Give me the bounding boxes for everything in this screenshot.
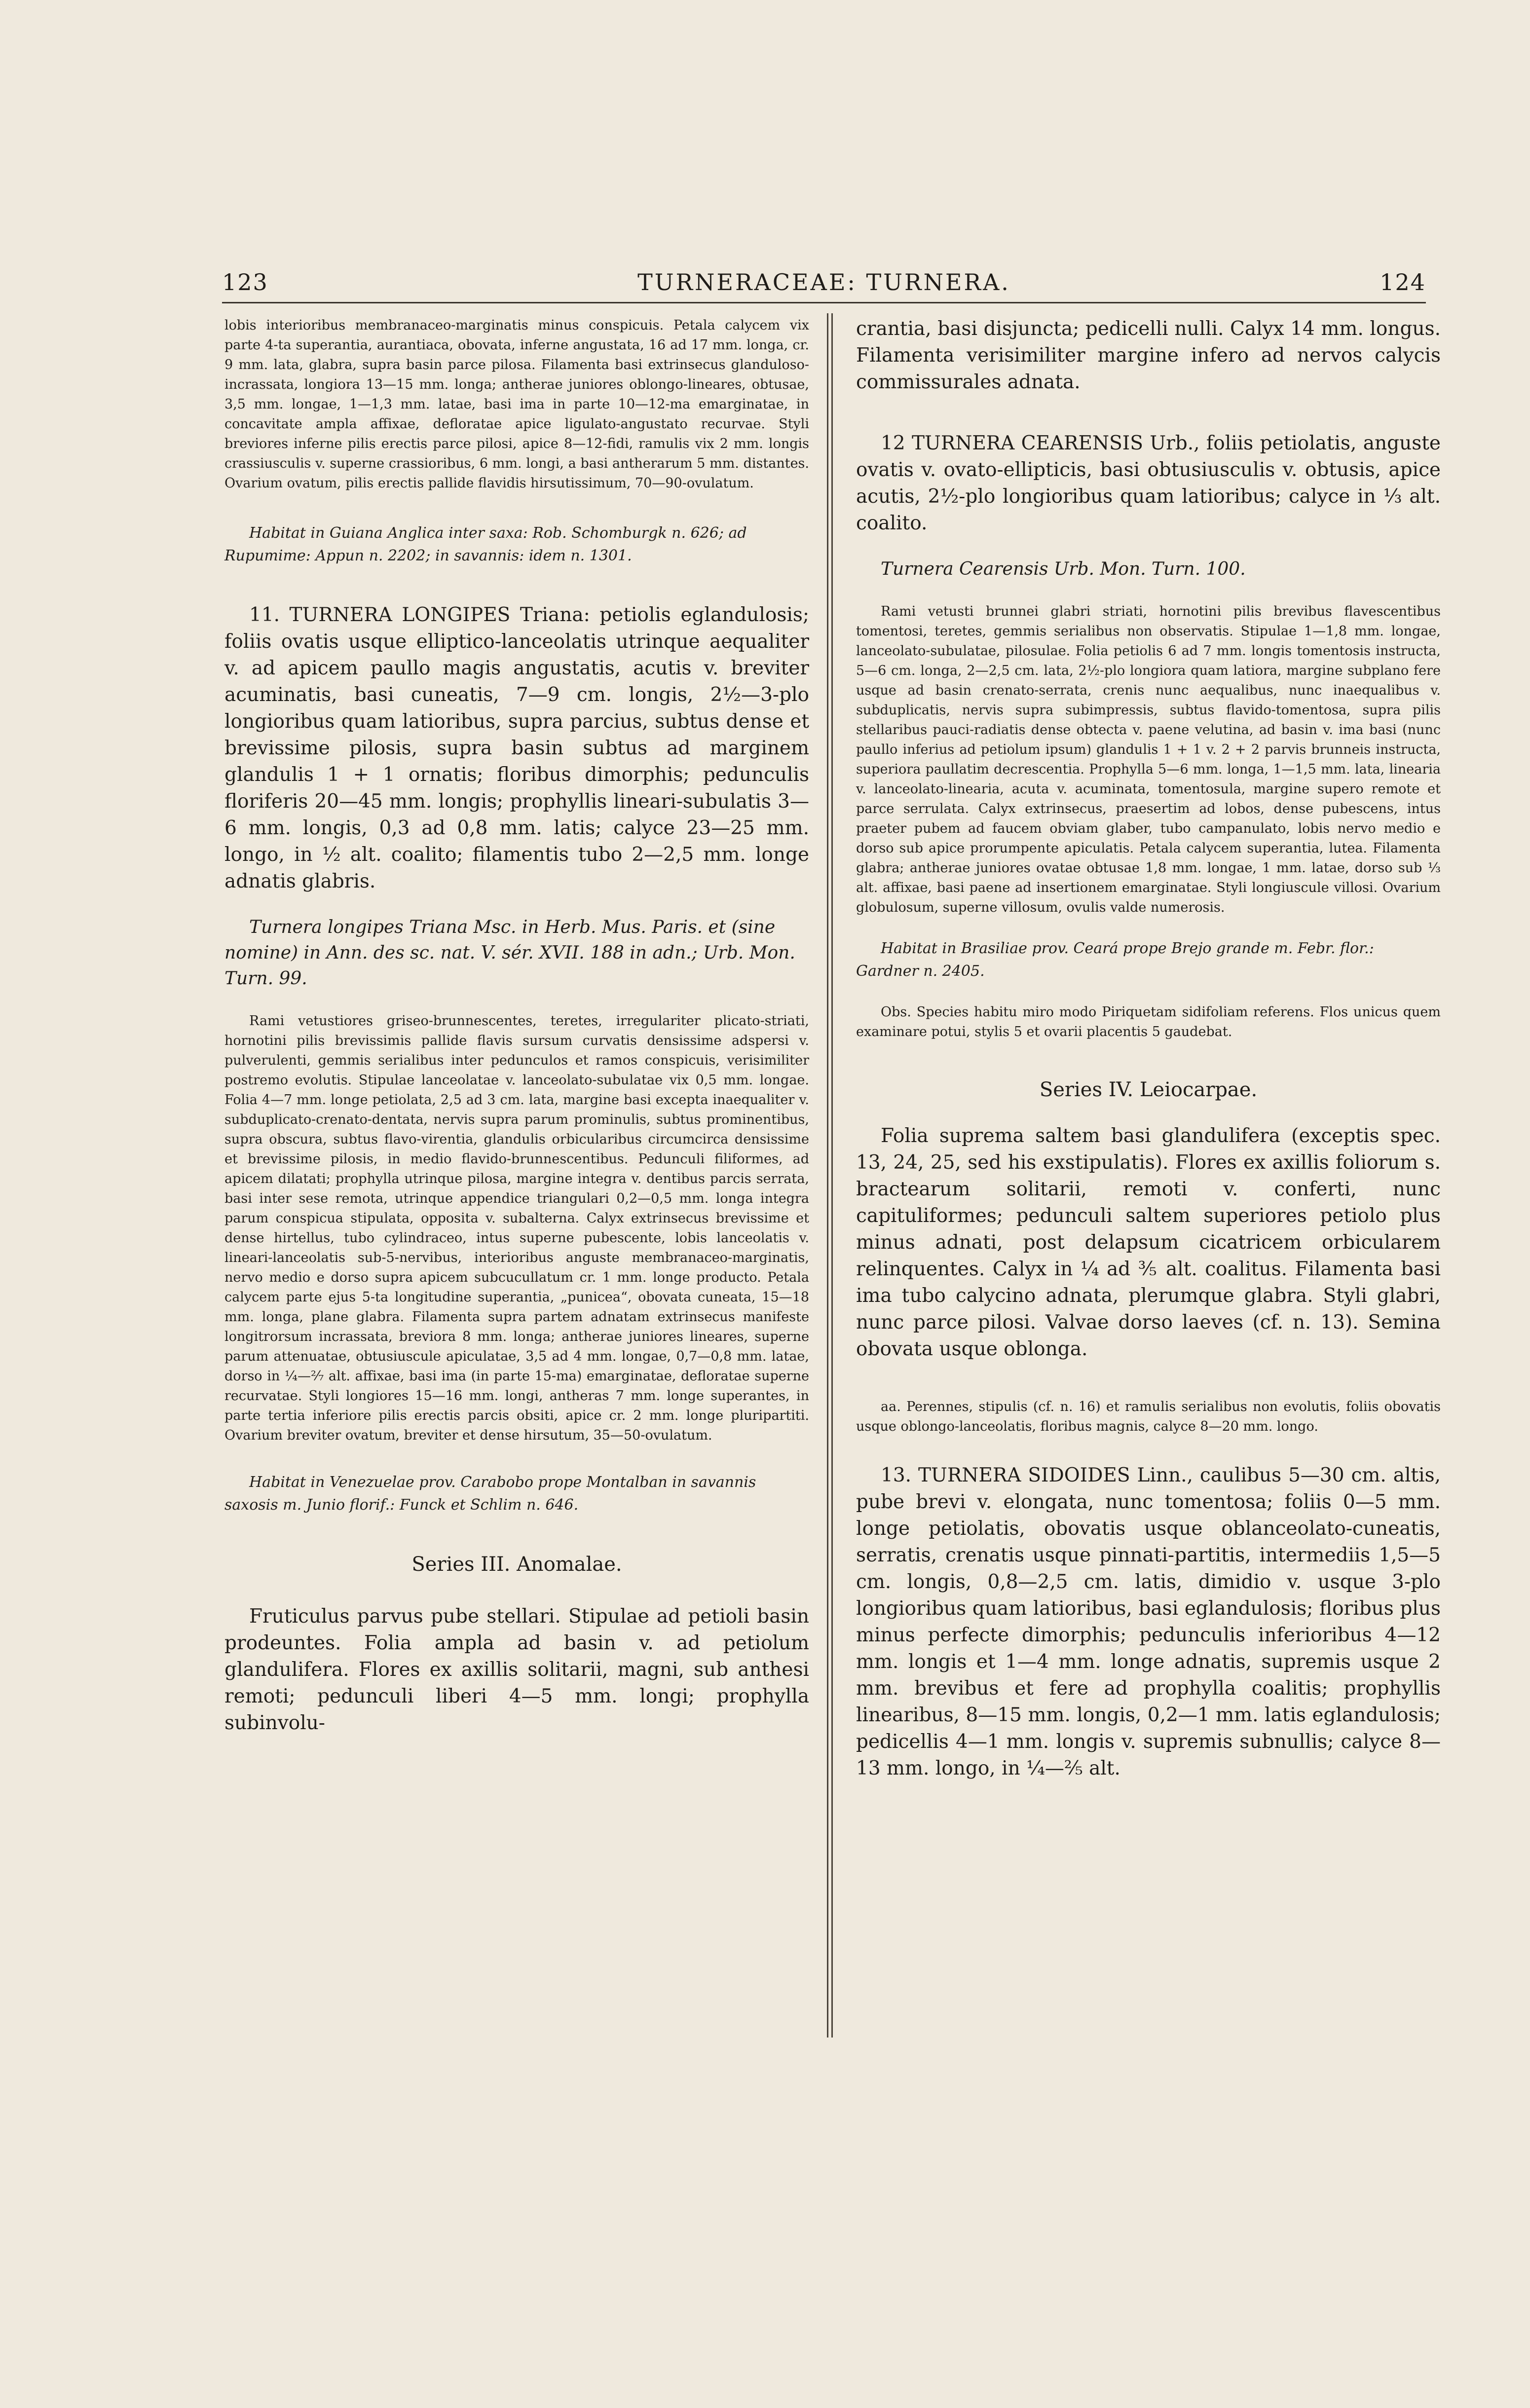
- species-11-citation: Turnera longipes Triana Msc. in Herb. Mus. Paris. et (sine nomine) in Ann. des sc. nat. V. sér. XVII. 188 in adn.; Urb. Mon. Turn. 99.: [224, 917, 795, 989]
- page-header: [222, 269, 1426, 298]
- species-12-citation: Turnera Cearensis Urb. Mon. Turn. 100.: [881, 559, 1246, 579]
- page-number-left: 123: [222, 269, 268, 296]
- habitat-note: Habitat in Venezuelae prov. Carabobo prope Montalban in savannis saxosis m. Junio florif.: Funck et Schlim n. 646.: [224, 1474, 756, 1514]
- running-title: TURNERACEAE: TURNERA.: [637, 269, 1010, 296]
- species-11-description: Rami vetustiores griseo-brunnescentes, teretes, irregulariter plicato-striati, hornotini pilis brevissimis pallide flavis sursum curvatis densissime adspersi v. pulverulenti, gemmis serialibus inter pedunculos et ramos conspicuis, verisimiliter postremo evolutis. Stipulae lanceolatae v. lanceolato-subulatae vix 0,5 mm. longae. Folia 4—7 mm. longe petiolata, 2,5 ad 3 cm. lata, margine basi excepta inaequaliter v. subduplicato-crenato-dentata, nervis supra parum prominulis, subtus prominentibus, supra obscura, subtus flavo-virentia, glandulis orbicularibus circumcirca densissime et brevissime pilosis, in medio flavido-brunnescentibus. Pedunculi filiformes, ad apicem dilatati; prophylla utrinque pilosa, margine integra v. dentibus parcis serrata, basi inter sese remota, utrinque appendice triangulari 0,2—0,5 mm. longa integra parum conspicua stipulata, opposita v. subalterna. Calyx extrinsecus brevissime et dense hirtellus, tubo cylindraceo, intus superne pubescente, lobis lanceolatis v. lineari-lanceolatis sub-5-nervibus, interioribus anguste membranaceo-marginatis, nervo medio e dorso supra apicem subcucullatum cr. 1 mm. longe producto. Petala calycem parte ejus 5-ta longitudine superantia, „punicea“, obovata cuneata, 15—18 mm. longa, plane glabra. Filamenta supra partem adnatam extrinsecus manifeste longitrorsum incrassata, breviora 8 mm. longa; antherae juniores lineares, superne parum attenuatae, obtusiuscule apiculatae, 3,5 ad 4 mm. longae, 0,7—0,8 mm. latae, dorso in ¼—²⁄₇ alt. affixae, basi ima (in parte 15-ma) emarginatae, defloratae superne recurvatae. Styli longiores 15—16 mm. longi, antheras 7 mm. longe superantes, in parte tertia inferiore pilis erectis parcis obsiti, apice cr. 2 mm. longe pluripartiti. Ovarium breviter ovatum, breviter et dense hirsutum, 35—50-ovulatum.: [224, 1013, 809, 1443]
- continued-description: crantia, basi disjuncta; pedicelli nulli. Calyx 14 mm. longus. Filamenta verisimiliter margine infero ad nervos calycis commissurales adnata.: [856, 318, 1441, 393]
- key-lead-aa: aa. Perennes, stipulis (cf. n. 16) et ramulis serialibus non evolutis, foliis obovatis usque oblongo-lanceolatis, floribus magnis, calyce 8—20 mm. longo.: [856, 1399, 1441, 1434]
- species-13-diagnosis: 13. TURNERA SIDOIDES Linn., caulibus 5—30 cm. altis, pube brevi v. elongata, nunc tomentosa; foliis 0—5 mm. longe petiolatis, obovatis usque oblanceolato-cuneatis, serratis, crenatis usque pinnati-partitis, intermediis 1,5—5 cm. longis, 0,8—2,5 cm. latis, dimidio v. usque 3-plo longioribus quam latioribus, basi eglandulosis; floribus plus minus perfecte dimorphis; pedunculis inferioribus 4—12 mm. longis et 1—4 mm. longe adnatis, supremis usque 2 mm. brevibus et fere ad prophylla coalitis; prophyllis linearibus, 8—15 mm. longis, 0,2—1 mm. latis eglandulosis; pedicellis 4—1 mm. longis v. supremis subnullis; calyce 8—13 mm. longo, in ¼—⅖ alt.: [856, 1464, 1441, 1779]
- species-12-description: Rami vetusti brunnei glabri striati, hornotini pilis brevibus flavescentibus tomentosi, teretes, gemmis serialibus non observatis. Stipulae 1—1,8 mm. longae, lanceolato-subulatae, pilosulae. Folia petiolis 6 ad 7 mm. longis tomentosis instructa, 5—6 cm. longa, 2—2,5 cm. lata, 2½-plo longiora quam latiora, margine subplano fere usque ad basin crenato-serrata, crenis nunc aequalibus, nunc inaequalibus v. subduplicatis, nervis supra subimpressis, subtus flavido-tomentosa, supra pilis stellaribus pauci-radiatis dense obtecta v. paene velutina, ad basin v. ima basi (nunc paullo inferius ad petiolum ipsum) glandulis 1 + 1 v. 2 + 2 parvis brunneis instructa, superiora paullatim decrescentia. Prophylla 5—6 mm. longa, 1—1,5 mm. lata, linearia v. lanceolato-linearia, acuta v. acuminata, tomentosula, margine supero remote et parce serrulata. Calyx extrinsecus, praesertim ad lobos, dense pubescens, intus praeter pubem ad faucem obviam glaber, tubo campanulato, lobis nervo medio e dorso sub apice prorumpente apiculatis. Petala calycem superantia, lutea. Filamenta glabra; antherae juniores ovatae obtusae 1,8 mm. longae, 1 mm. latae, dorso sub ⅓ alt. affixae, basi paene ad insertionem emarginatae. Styli longiuscule villosi. Ovarium globulosum, superne villosum, ovulis valde numerosis.: [856, 604, 1441, 915]
- species-11-diagnosis: 11. TURNERA LONGIPES Triana: petiolis eglandulosis; foliis ovatis usque elliptico-lanceolatis utrinque aequaliter v. ad apicem paullo magis angustatis, acutis v. breviter acuminatis, basi cuneatis, 7—9 cm. longis, 2½—3-plo longioribus quam latioribus, supra parcius, subtus dense et brevissime pilosis, supra basin subtus ad marginem glandulis 1 + 1 ornatis; floribus dimorphis; pedunculis floriferis 20—45 mm. longis; prophyllis lineari-subulatis 3—6 mm. longis, 0,3 ad 0,8 mm. latis; calyce 23—25 mm. longo, in ½ alt. coalito; filamentis tubo 2—2,5 mm. longe adnatis glabris.: [224, 604, 809, 892]
- habitat-note: Habitat in Brasiliae prov. Ceará prope Brejo grande m. Febr. flor.: Gardner n. 2405.: [856, 940, 1374, 980]
- header-rule: [222, 302, 1426, 303]
- series-description: Fruticulus parvus pube stellari. Stipulae ad petioli basin prodeuntes. Folia ampla ad basin v. ad petiolum glandulifera. Flores ex axillis solitarii, magni, sub anthesi remoti; pedunculi liberi 4—5 mm. longi; prophylla subinvolu-: [224, 1605, 809, 1734]
- series-heading: Series III. Anomalae.: [411, 1553, 622, 1576]
- column-divider: [827, 313, 833, 2038]
- right-column: [856, 316, 1441, 1782]
- left-column: [224, 316, 809, 1737]
- observation-note: Obs. Species habitu miro modo Piriquetam sidifoliam referens. Flos unicus quem examinare potui, stylis 5 et ovarii placentis 5 gaudebat.: [856, 1004, 1441, 1039]
- page-number-right: 124: [1380, 269, 1426, 296]
- continued-description: lobis interioribus membranaceo-marginatis minus conspicuis. Petala calycem vix parte 4-ta superantia, aurantiaca, obovata, inferne angustata, 16 ad 17 mm. longa, cr. 9 mm. lata, glabra, supra basin parce pilosa. Filamenta basi extrinsecus glanduloso-incrassata, longiora 13—15 mm. longa; antherae juniores oblongo-lineares, obtusae, 3,5 mm. longae, 1—1,3 mm. latae, basi ima in parte 10—12-ma emarginatae, in concavitate ampla affixae, defloratae apice ligulato-angustato recurvae. Styli breviores inferne pilis erectis parce pilosi, apice 8—12-fidi, ramulis vix 2 mm. longis crassiusculis v. superne crassioribus, 6 mm. longi, a basi antherarum 5 mm. distantes. Ovarium ovatum, pilis erectis pallide flavidis hirsutissimum, 70—90-ovulatum.: [224, 318, 809, 491]
- series-heading: Series IV. Leiocarpae.: [1039, 1078, 1258, 1101]
- species-12-diagnosis: 12 TURNERA CEARENSIS Urb., foliis petiolatis, anguste ovatis v. ovato-ellipticis, basi obtusiusculis v. obtusis, apice acutis, 2½-plo longioribus quam latioribus; calyce in ⅓ alt. coalito.: [856, 432, 1441, 534]
- habitat-note: Habitat in Guiana Anglica inter saxa: Rob. Schomburgk n. 626; ad Rupumime: Appun n. 2202; in savannis: idem n. 1301.: [224, 524, 747, 564]
- series-description: Folia suprema saltem basi glandulifera (exceptis spec. 13, 24, 25, sed his exstipulatis). Flores ex axillis foliorum s. bractearum solitarii, remoti v. conferti, nunc capituliformes; pedunculi saltem superiores petiolo plus minus adnati, post delapsum cicatricem orbicularem relinquentes. Calyx in ¼ ad ⅗ alt. coalitus. Filamenta basi ima tubo calycino adnata, plerumque glabra. Styli glabri, nunc parce pilosi. Valvae dorso laeves (cf. n. 13). Semina obovata usque oblonga.: [856, 1125, 1441, 1360]
